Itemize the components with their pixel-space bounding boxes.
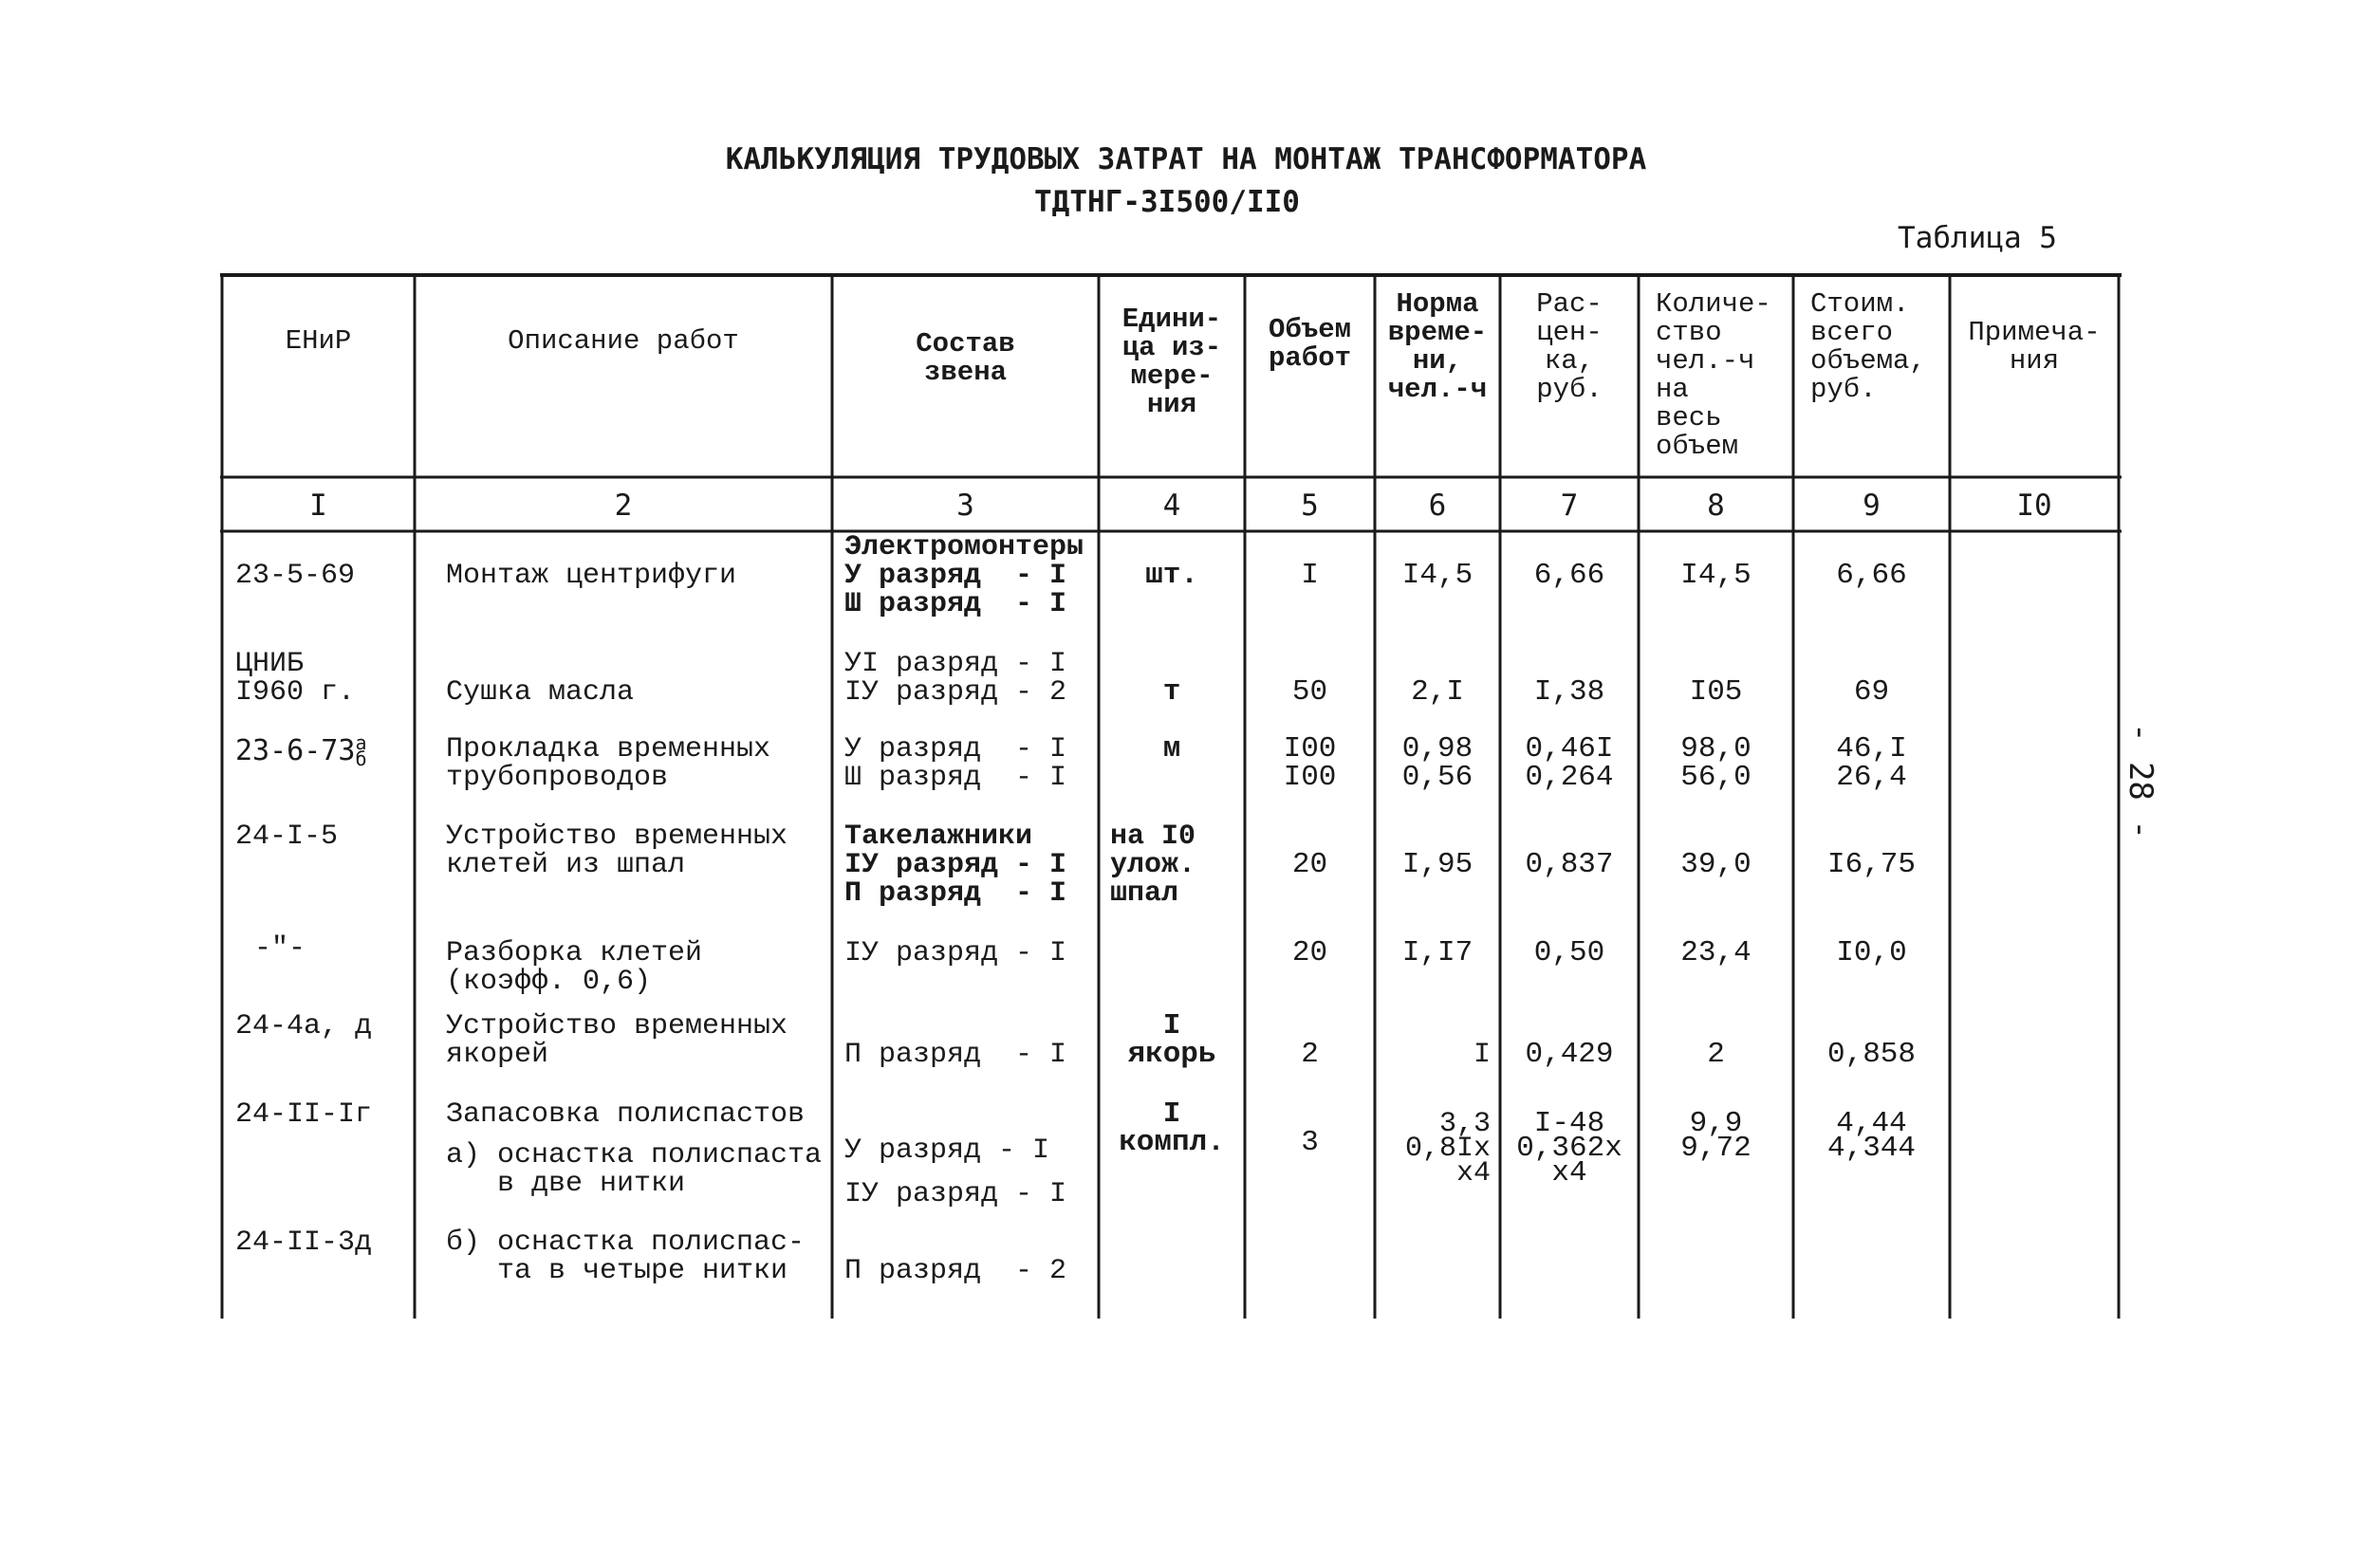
col-number: 3 [956,489,974,523]
time-norm: I,95 [1401,848,1474,881]
enir-code: -"- [254,932,306,965]
total-hours: 2 [1707,1038,1725,1071]
header-description: Описание работ [508,325,739,357]
rate: 6,66 [1533,559,1605,592]
col-number: I0 [2016,489,2052,523]
header-unit: Едини- ца из- мере- ния [1121,304,1222,420]
crew-composition: П разряд - 2 [844,1255,1067,1287]
time-norm: I4,5 [1401,559,1474,592]
enir-code: 23-5-69 [235,560,356,592]
unit: шт. [1145,559,1198,592]
crew-composition: У разряд - I IУ разряд - I [844,1134,1067,1210]
time-norm: 3,3 0,8Iх х4 [1404,1108,1491,1190]
work-description: б) оснастка полиспас- та в четыре нитки [446,1227,806,1287]
col-number: 2 [614,489,633,523]
enir-variant-a: а [355,731,367,754]
crew-composition: У разряд - I Ш разряд - I [844,733,1067,794]
volume: 50 [1291,675,1328,709]
volume: 3 [1301,1126,1319,1159]
col-number: 8 [1707,489,1725,523]
enir-code: 24-II-Iг [235,1098,373,1131]
col-number: 7 [1560,489,1579,523]
col-number: 4 [1162,489,1181,523]
crew-composition: Такелажники IУ разряд - I П разряд - I [844,821,1067,910]
col-number: I [309,489,327,523]
enir-code: 23-6-73а б [235,731,367,770]
time-norm: 0,98 0,56 [1401,732,1474,794]
work-description: Монтаж центрифуги [446,560,737,592]
rate: I,38 [1533,675,1605,709]
unit: м [1162,732,1181,766]
time-norm: I [1473,1039,1491,1071]
volume: I [1301,559,1319,592]
header-volume: Объем работ [1268,314,1351,374]
header-norm: Норма време- ни, чел.-ч [1387,288,1488,405]
volume: 20 [1291,848,1328,881]
work-description: Прокладка временных трубопроводов [446,733,771,794]
work-description: Разборка клетей (коэфф. 0,6) [446,937,703,998]
rate: 0,429 [1525,1038,1614,1071]
rate: I-48 0,362х х4 [1516,1107,1622,1190]
col-number: 9 [1863,489,1881,523]
total-hours: 23,4 [1680,936,1752,969]
total-cost: 4,44 4,344 [1826,1107,1916,1165]
total-hours: 98,0 56,0 [1680,732,1752,794]
total-hours: I4,5 [1680,559,1752,592]
volume: I00 I00 [1283,732,1337,794]
page-number: - 28 - [2122,723,2159,839]
total-cost: 6,66 [1836,559,1907,592]
work-description: Сушка масла [446,676,635,709]
enir-code: 24-I-5 [235,821,339,853]
header-hours: Количе- ство чел.-ч на весь объем [1656,288,1771,462]
crew-composition: Электромонтеры У разряд - I Ш разряд - I [844,531,1084,620]
volume: 2 [1301,1038,1319,1071]
table-label: Таблица 5 [1898,221,2057,255]
time-norm: 2,I [1411,675,1464,709]
unit: на I0 улож. шпал [1110,821,1196,910]
crew-composition: IУ разряд - I [844,937,1067,969]
unit: т [1162,675,1181,709]
document-title: КАЛЬКУЛЯЦИЯ ТРУДОВЫХ ЗАТРАТ НА МОНТАЖ ТРАНСФОРМАТОРА [725,142,1647,176]
work-description: Запасовка полиспастов [446,1098,806,1131]
total-cost: 0,858 [1826,1038,1916,1071]
rate: 0,50 [1533,936,1605,969]
rate: 0,46I 0,264 [1525,732,1614,794]
header-enir: ЕНиР [285,325,352,357]
total-hours: I05 [1689,675,1743,709]
transformer-model: ТДТНГ-3I500/II0 [1034,185,1300,219]
total-cost: I0,0 [1836,936,1907,969]
unit: I компл. [1119,1098,1225,1159]
col-number: 5 [1301,489,1319,523]
header-notes: Примеча- ния [1968,317,2101,377]
total-cost: I6,75 [1826,848,1916,881]
unit: I якорь [1127,1009,1216,1071]
header-rate: Рас- цен- ка, руб. [1536,288,1603,405]
work-description: Устройство временных клетей из шпал [446,821,788,881]
work-description: Устройство временных якорей [446,1010,788,1071]
rate: 0,837 [1525,848,1614,881]
header-cost: Стоим. всего объема, руб. [1810,288,1926,405]
total-cost: 46,I 26,4 [1836,732,1907,794]
volume: 20 [1291,936,1328,969]
crew-composition: УI разряд - I IУ разряд - 2 [844,648,1067,709]
enir-variant-b: б [355,747,367,770]
header-crew: Состав звена [916,328,1015,388]
total-hours: 39,0 [1680,848,1752,881]
time-norm: I,I7 [1401,936,1474,969]
enir-code: 24-II-3д [235,1227,373,1259]
enir-code: ЦНИБ I960 г. [235,648,356,709]
total-hours: 9,9 9,72 [1680,1107,1752,1165]
enir-code: 24-4а, д [235,1010,373,1042]
work-subitem-a: а) оснастка полиспаста в две нитки [446,1139,823,1200]
total-cost: 69 [1853,675,1890,709]
crew-composition: П разряд - I [844,1039,1067,1071]
col-number: 6 [1428,489,1447,523]
